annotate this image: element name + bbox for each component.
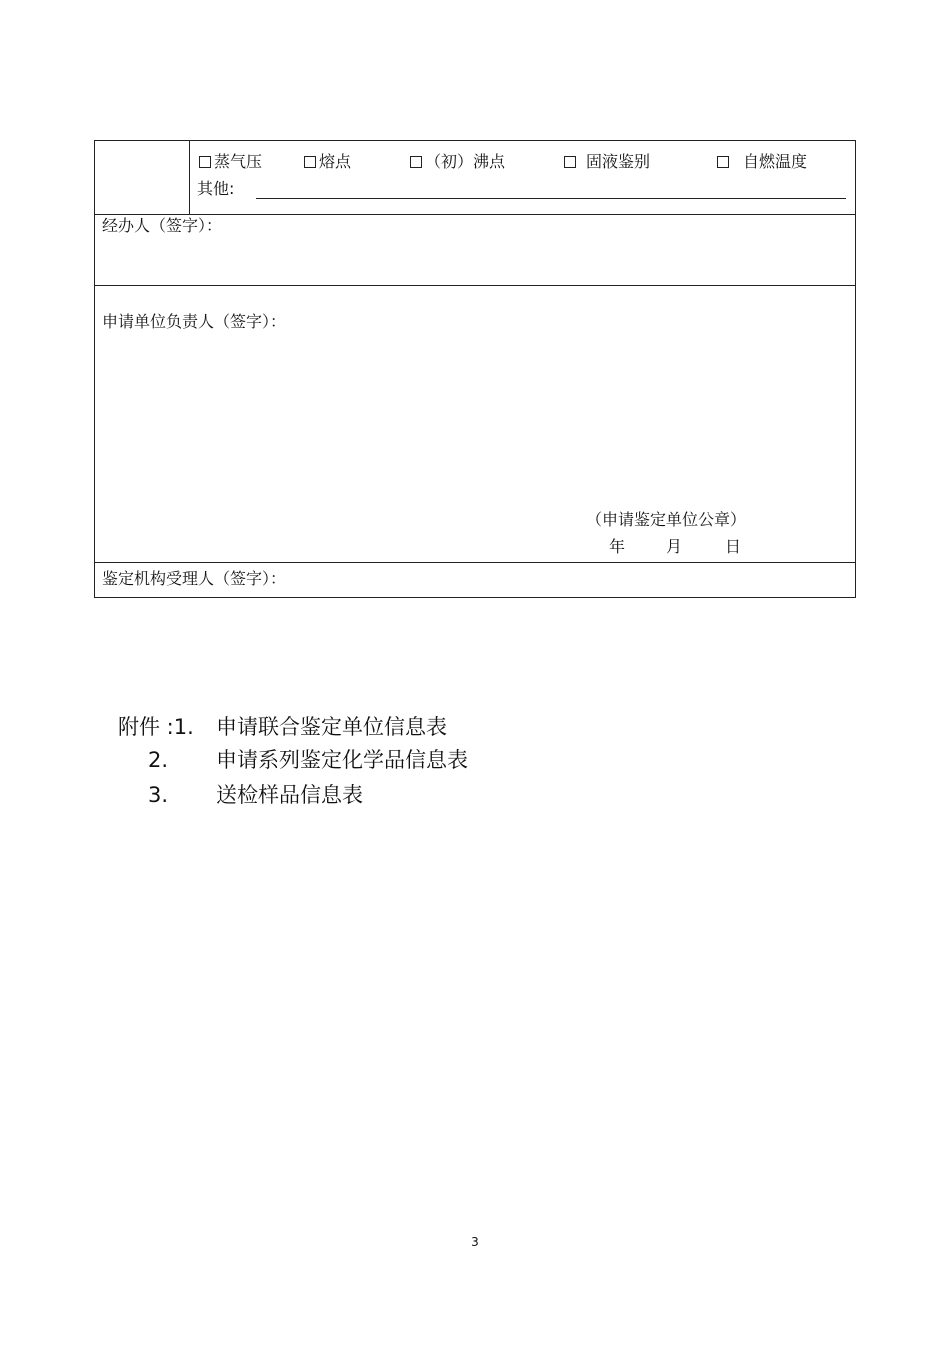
- handler-signature-label: 经办人（签字）：: [102, 216, 223, 235]
- option-autoignition-temp[interactable]: [717, 152, 807, 172]
- option-label: （初）沸点: [425, 152, 506, 171]
- row-divider-1: [95, 214, 855, 215]
- page-number: 3: [471, 1235, 479, 1249]
- checkbox-icon[interactable]: [564, 156, 576, 168]
- attachment-number-3: 3.: [148, 783, 169, 807]
- attachment-title-2: 申请系列鉴定化学品信息表: [216, 748, 468, 772]
- option-solid-liquid[interactable]: [564, 152, 650, 172]
- attachment-title-3: 送检样品信息表: [216, 783, 363, 807]
- option-label: 熔点: [319, 152, 352, 171]
- application-form-table: [94, 140, 856, 598]
- attachments-prefix: 附件 :1.: [118, 715, 194, 739]
- date-year-label: 年: [609, 537, 626, 556]
- checkbox-icon[interactable]: [304, 156, 316, 168]
- receiver-signature-label: 鉴定机构受理人（签字）：: [102, 569, 287, 588]
- checkbox-icon[interactable]: [199, 156, 211, 168]
- option-label: 自燃温度: [743, 152, 808, 171]
- row-divider-3: [95, 562, 855, 563]
- attachment-title-1: 申请联合鉴定单位信息表: [216, 715, 447, 739]
- row-divider-2: [95, 285, 855, 286]
- option-boiling-point[interactable]: [410, 152, 505, 172]
- option-vapor-pressure[interactable]: [199, 152, 262, 172]
- first-column-divider: [189, 141, 190, 214]
- applicant-head-signature-label: 申请单位负责人（签字）：: [102, 312, 287, 331]
- attachment-number-2: 2.: [148, 748, 169, 772]
- other-input-line[interactable]: [256, 198, 846, 199]
- other-label: 其他:: [197, 179, 235, 198]
- checkbox-icon[interactable]: [717, 156, 729, 168]
- date-day-label: 日: [725, 537, 742, 556]
- seal-label: （申请鉴定单位公章）: [586, 510, 747, 529]
- option-label: 蒸气压: [214, 152, 263, 171]
- option-melting-point[interactable]: [304, 152, 351, 172]
- option-label: 固液鉴别: [586, 152, 651, 171]
- date-month-label: 月: [666, 537, 683, 556]
- checkbox-icon[interactable]: [410, 156, 422, 168]
